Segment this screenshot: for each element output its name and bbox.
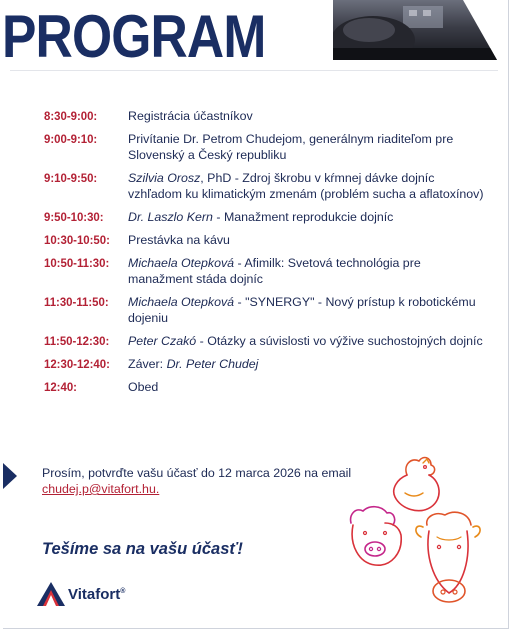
agenda-description: Peter Czakó - Otázky a súvislosti vo výžive suchostojných dojníc — [128, 334, 483, 348]
agenda-time: 12:30-12:40: — [44, 357, 110, 371]
agenda-description: Michaela Otepková - "SYNERGY" - Nový prístup k robotickému dojeniu — [128, 295, 476, 325]
agenda-list — [44, 108, 484, 402]
triangle-marker-icon — [3, 463, 17, 489]
agenda-row — [44, 209, 484, 225]
rsvp-notice — [42, 465, 382, 497]
speaker-name: Dr. Peter Chudej — [166, 357, 259, 371]
speaker-name: Dr. Laszlo Kern — [128, 210, 213, 224]
agenda-description: Obed — [128, 380, 159, 394]
speaker-name: Szilvia Orosz — [128, 171, 201, 185]
agenda-description: Michaela Otepková - Afimilk: Svetová technológia pre manažment stáda dojníc — [128, 256, 421, 286]
agenda-description: Prestávka na kávu — [128, 233, 230, 247]
agenda-time: 8:30-9:00: — [44, 109, 98, 123]
farm-animals-line-art-icon — [345, 445, 485, 615]
agenda-row — [44, 356, 484, 372]
agenda-time: 9:00-9:10: — [44, 132, 98, 146]
agenda-time: 11:30-11:50: — [44, 295, 109, 309]
agenda-time: 12:40: — [44, 380, 77, 394]
agenda-row — [44, 294, 484, 326]
agenda-time: 9:50-10:30: — [44, 210, 104, 224]
agenda-row — [44, 255, 484, 287]
agenda-time: 9:10-9:50: — [44, 171, 98, 185]
agenda-row — [44, 232, 484, 248]
closing-message: Tešíme sa na vašu účasť! — [42, 540, 243, 558]
speaker-name: Peter Czakó — [128, 334, 197, 348]
vitafort-logo — [36, 580, 125, 608]
agenda-row — [44, 379, 484, 395]
speaker-name: Michaela Otepková — [128, 295, 235, 309]
rsvp-text: Prosím, potvrďte vašu účasť do 12 marca 2026 na email — [42, 466, 352, 480]
agenda-row — [44, 170, 484, 202]
logo-wordmark: Vitafort® — [68, 585, 126, 603]
speaker-name: Michaela Otepková — [128, 256, 235, 270]
header-divider — [10, 70, 498, 71]
header-photo-dusk — [333, 0, 497, 60]
agenda-description: Szilvia Orosz, PhD - Zdroj škrobu v kŕmnej dávke dojníc vzhľadom ku klimatickým zmenám (problém sucha a aflatoxínov) — [128, 171, 484, 201]
agenda-time: 10:30-10:50: — [44, 233, 110, 247]
agenda-row — [44, 131, 484, 163]
agenda-description: Registrácia účastníkov — [128, 109, 253, 123]
email-link[interactable]: chudej.p@vitafort.hu. — [42, 482, 160, 496]
agenda-row — [44, 333, 484, 349]
agenda-description: Privítanie Dr. Petrom Chudejom, generálnym riaditeľom pre Slovenský a Český republiku — [128, 132, 454, 162]
header-photo — [333, 0, 497, 60]
agenda-time: 11:50-12:30: — [44, 334, 110, 348]
vitafort-logo-icon — [36, 581, 66, 607]
agenda-time: 10:50-11:30: — [44, 256, 110, 270]
agenda-description: Záver: Dr. Peter Chudej — [128, 357, 259, 371]
agenda-description: Dr. Laszlo Kern - Manažment reprodukcie dojníc — [128, 210, 394, 224]
page-title: PROGRAM — [2, 3, 266, 70]
agenda-row — [44, 108, 484, 124]
